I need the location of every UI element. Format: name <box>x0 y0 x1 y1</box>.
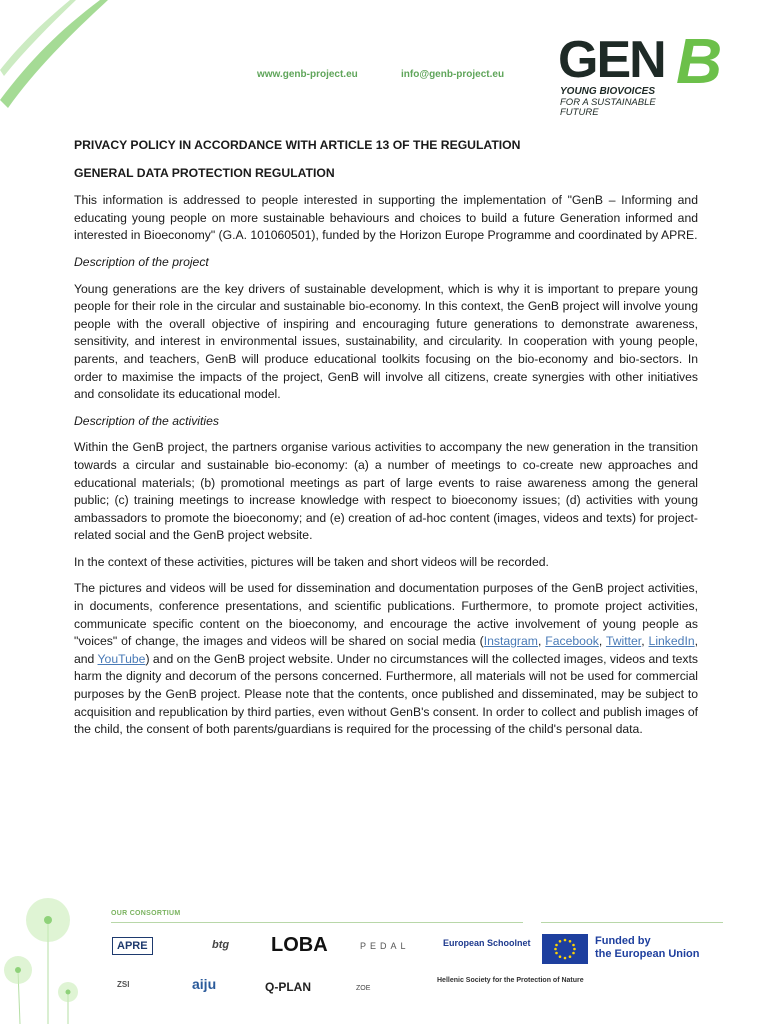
partner-logo-hellenic-society: Hellenic Society for the Protection of Nature <box>437 977 584 984</box>
link-separator: , <box>641 634 649 649</box>
logo-tagline-1: YOUNG BIOVOICES <box>560 86 656 97</box>
intro-paragraph: This information is addressed to people interested in supporting the implementation of "GenB – Informing and educating young people on more sustainable behaviours and choices to build a future Generation informed and interested in Bioeconomy" (G.A. 101060501), funded by the Horizon Europe Programme and coordinated by APRE. <box>74 193 698 243</box>
eu-funding-line-2: the European Union <box>595 948 700 960</box>
partner-logo-loba: LOBA <box>271 934 328 956</box>
header-website-link[interactable]: www.genb-project.eu <box>257 69 358 80</box>
partner-logo-zoe: ZOE <box>356 985 371 992</box>
dandelion-decoration-icon <box>0 880 110 1024</box>
header-email-link[interactable]: info@genb-project.eu <box>401 69 505 80</box>
facebook-link[interactable]: Facebook <box>545 634 599 649</box>
eu-funding-text <box>595 935 700 961</box>
partner-logo-qplan: Q-PLAN <box>265 980 311 994</box>
logo-brand: GEN <box>558 31 665 89</box>
eu-funding-line-1: Funded by <box>595 935 651 947</box>
document-title: PRIVACY POLICY IN ACCORDANCE WITH ARTICLE 13 OF THE REGULATION <box>74 138 521 152</box>
instagram-link[interactable]: Instagram <box>483 634 538 649</box>
eu-divider <box>541 922 723 923</box>
usage-paragraph <box>74 580 698 738</box>
eu-flag-icon <box>542 934 588 964</box>
document-body <box>74 137 698 748</box>
partner-logo-zsi: ZSI <box>117 980 130 989</box>
logo-tagline-2: FOR A SUSTAINABLE <box>560 97 656 108</box>
consortium-divider <box>111 922 523 923</box>
project-paragraph: Young generations are the key drivers of sustainable development, which is why it is important to prepare young people for their role in the circular and sustainable bio-economy. In this context, the GenB project will involve young people with the overall objective of inspiring and encouraging future generations to demonstrate awareness, sensitivity, and interest in environmental issues, sustainability, and circularity. In cooperation with young people, parents, and teachers, GenB will produce educational toolkits focusing on the bio-economy and bio-sectors. In order to maximise the impacts of the project, GenB will involve all citizens, create synergies with other initiatives and consolidate its educational model. <box>74 281 698 402</box>
leaf-decoration-icon <box>0 0 110 110</box>
youtube-link[interactable]: YouTube <box>97 651 146 666</box>
consortium-label: OUR CONSORTIUM <box>111 910 181 917</box>
usage-text-start: The pictures and videos will be used for dissemination and documentation purposes of the GenB project activities, in documents, conference presentations, and scientific publications. Furthermore, to promote project activities, communicate specific content on the bioeconomy, and encourage the active involvement of young people as "voices" of change, the images and videos will be shared on social media ( <box>74 581 698 649</box>
genb-logo <box>558 24 738 124</box>
usage-text-end: ) and on the GenB project website. Under no circumstances will the collected images, videos and texts harm the dignity and decorum of the persons concerned. Furthermore, all materials will not be used for commercial purposes by the GenB project. Please note that the contents, once published and disseminated, may be subject to acquisition and republication by third parties, even without GenB's consent. In order to collect and publish images of the child, the consent of both parents/guardians is required for the processing of the child's personal data. <box>74 651 698 737</box>
activities-paragraph: Within the GenB project, the partners organise various activities to accompany the new generation in the transition towards a circular and sustainable bio-economy: (a) a number of meetings to co-create new approaches and educational materials; (b) promotional meetings as part of large events to raise awareness among the general public; (c) training meetings to increase knowledge with respect to bioeconomy issues; (d) activities with young ambassadors to promote the bioeconomy; and (e) creation of ad-hoc content (images, videos and texts) for project-related social and the GenB project website. <box>74 440 698 543</box>
partner-logo-european-schoolnet: European Schoolnet <box>443 938 531 948</box>
logo-tagline-3: FUTURE <box>560 107 599 118</box>
project-section-heading: Description of the project <box>74 254 209 269</box>
context-paragraph: In the context of these activities, pictures will be taken and short videos will be recorded. <box>74 554 549 569</box>
linkedin-link[interactable]: LinkedIn <box>648 634 695 649</box>
document-subtitle: GENERAL DATA PROTECTION REGULATION <box>74 165 335 180</box>
activities-section-heading: Description of the activities <box>74 413 219 428</box>
twitter-link[interactable]: Twitter <box>605 634 642 649</box>
partner-logo-apre: APRE <box>112 937 153 955</box>
logo-brand-letter: B <box>676 25 723 97</box>
link-separator: , <box>537 634 546 649</box>
partner-logo-aiju: aiju <box>192 976 217 992</box>
link-separator: , <box>598 634 606 649</box>
partner-logo-btg: btg <box>212 939 230 951</box>
link-separator: , and <box>74 634 699 666</box>
partner-logo-pedal: PEDAL <box>360 941 410 951</box>
